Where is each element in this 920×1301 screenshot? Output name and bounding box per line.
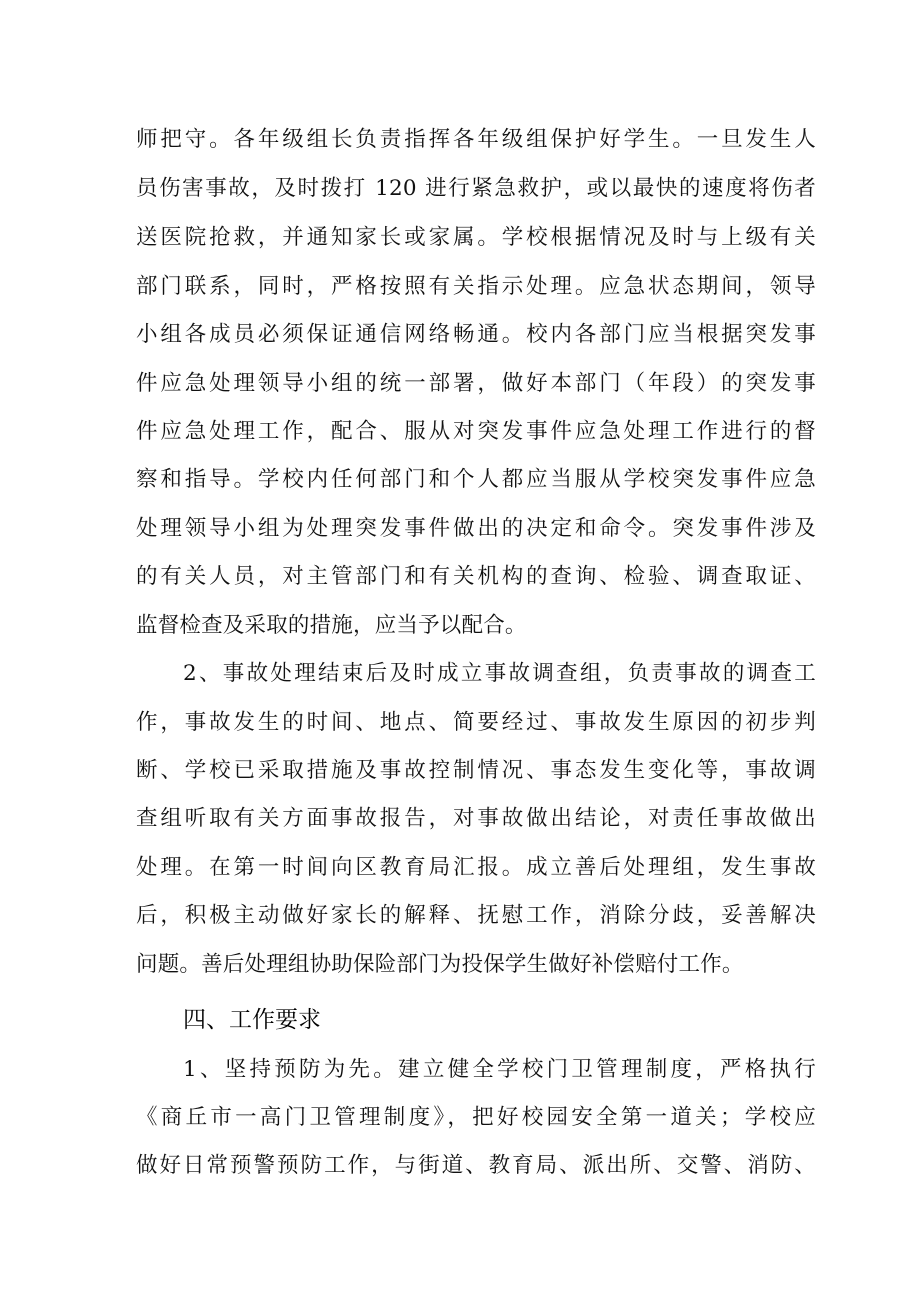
text-line: 师把守。各年级组长负责指挥各年级组保护好学生。一旦发生人 — [136, 127, 816, 152]
text-line: 断、学校已采取措施及事故控制情况、事态发生变化等，事故调 — [136, 758, 816, 783]
text-line: 作，事故发生的时间、地点、简要经过、事故发生原因的初步判 — [136, 710, 816, 735]
text-line: 监督检查及采取的措施，应当予以配合。 — [136, 613, 527, 638]
text-line: 问题。善后处理组协助保险部门为投保学生做好补偿赔付工作。 — [136, 952, 744, 977]
text-line: 《商丘市一高门卫管理制度》，把好校园安全第一道关；学校应 — [136, 1105, 816, 1130]
text-line: 察和指导。学校内任何部门和个人都应当服从学校突发事件应急 — [136, 467, 816, 492]
text-line: 查组听取有关方面事故报告，对事故做出结论，对责任事故做出 — [136, 806, 816, 831]
text-line: 件应急处理领导小组的统一部署，做好本部门（年段）的突发事 — [136, 371, 816, 396]
text-line: 小组各成员必须保证通信网络畅通。校内各部门应当根据突发事 — [136, 322, 816, 347]
text-line: 做好日常预警预防工作，与街道、教育局、派出所、交警、消防、 — [136, 1153, 816, 1178]
text-line: 后，积极主动做好家长的解释、抚慰工作，消除分歧，妥善解决 — [136, 903, 816, 928]
text-line: 1、坚持预防为先。建立健全学校门卫管理制度，严格执行 — [183, 1057, 816, 1082]
text-line: 部门联系，同时，严格按照有关指示处理。应急状态期间，领导 — [136, 274, 816, 299]
text-line: 件应急处理工作，配合、服从对突发事件应急处理工作进行的督 — [136, 419, 816, 444]
text-line: 处理领导小组为处理突发事件做出的决定和命令。突发事件涉及 — [136, 516, 816, 541]
text-line: 的有关人员，对主管部门和有关机构的查询、检验、调查取证、 — [136, 564, 816, 589]
text-line: 处理。在第一时间向区教育局汇报。成立善后处理组，发生事故 — [136, 855, 816, 880]
text-line: 2、事故处理结束后及时成立事故调查组，负责事故的调查工 — [183, 661, 816, 686]
section-heading: 四、工作要求 — [183, 1007, 321, 1033]
text-line: 员伤害事故，及时拨打 120 进行紧急救护，或以最快的速度将伤者 — [136, 176, 816, 201]
text-line: 送医院抢救，并通知家长或家属。学校根据情况及时与上级有关 — [136, 225, 816, 250]
